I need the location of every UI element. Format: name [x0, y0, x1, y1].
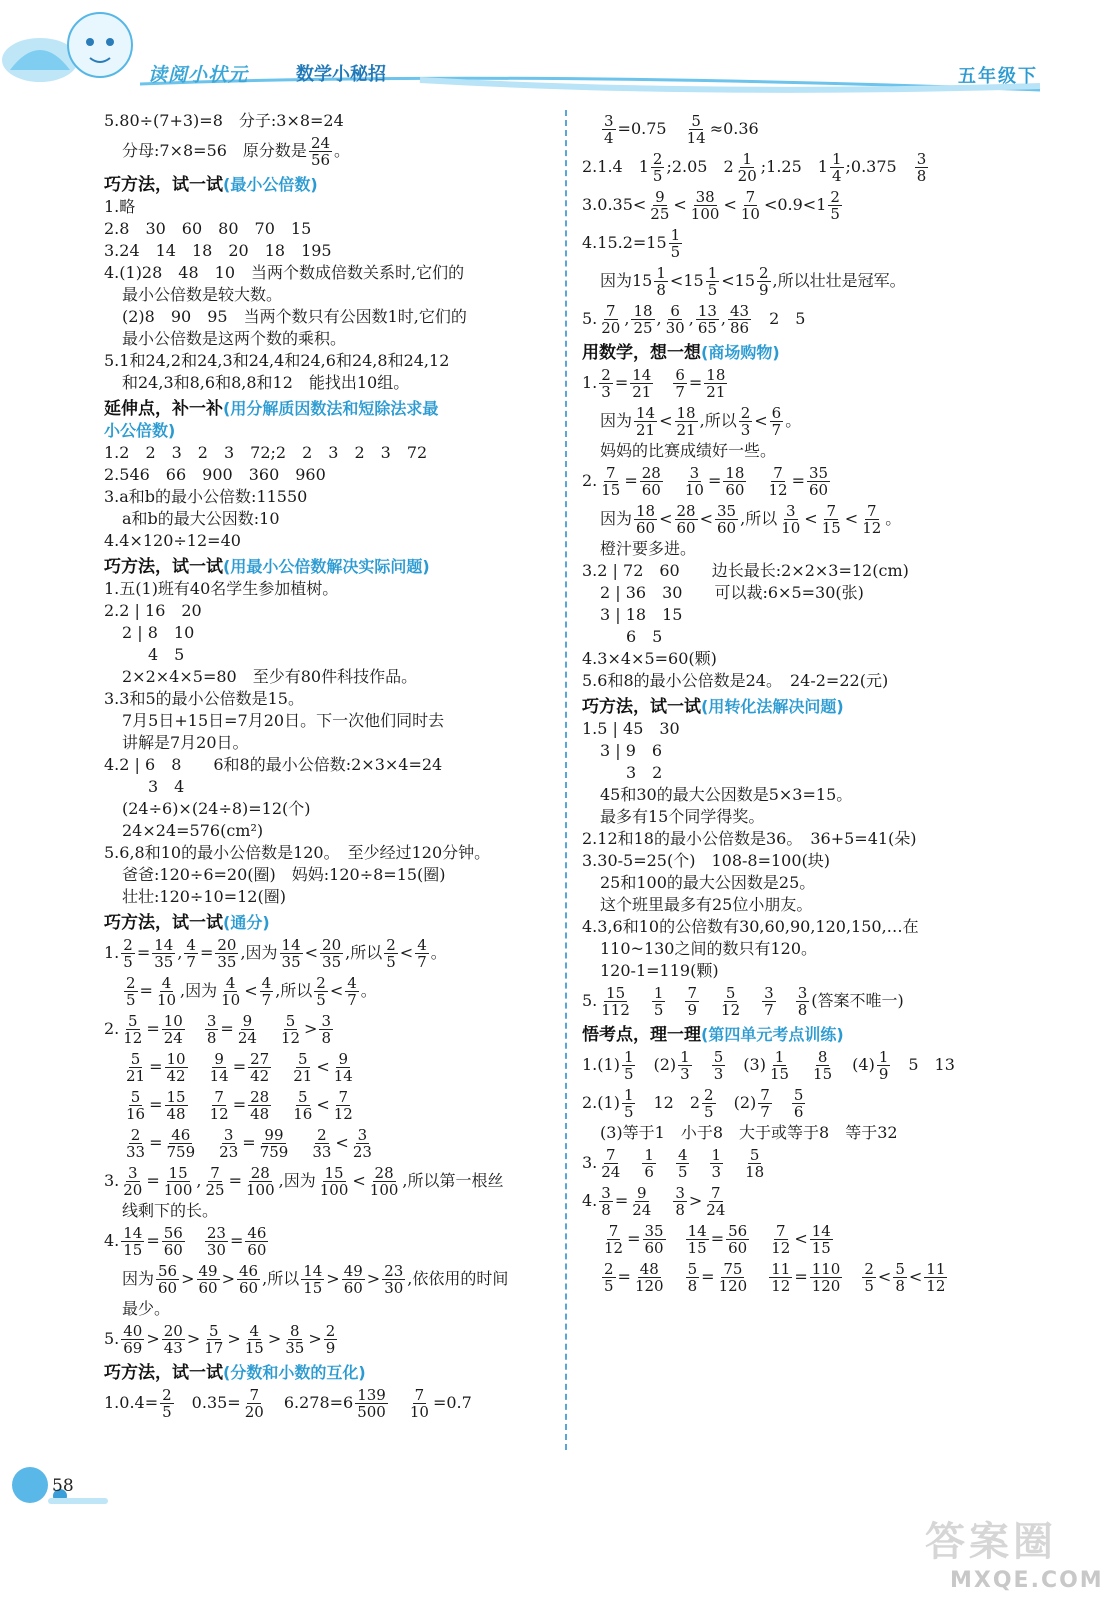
answer-line: 5. $\frac{15}{112}$ $\frac{1}{5}$ $\frac{7}{9}$ $\frac{5}{12}$ $\frac{3}{7}$ $\frac{3}{8}$ (答案不唯一): [582, 984, 904, 1019]
answer-line: 6 5: [626, 627, 663, 646]
answer-line: 因为 $\frac{56}{60}$ > $\frac{49}{60}$ > $\frac{46}{60}$ ,所以 $\frac{14}{15}$ > $\frac{49}{60}$ > $\frac{23}{30}$ ,依依用的时间: [122, 1262, 509, 1297]
answer-line: 4.(1)28 48 10 当两个数成倍数关系时,它们的: [104, 263, 465, 282]
answer-line: 2×2×4×5=80 至少有80件科技作品。: [122, 667, 418, 686]
answer-line: 5.6,8和10的最小公倍数是120。 至少经过120分钟。: [104, 843, 491, 862]
answer-line: 3.24 14 18 20 18 195: [104, 241, 332, 260]
answer-line: 110~130之间的数只有120。: [600, 939, 818, 958]
section-heading: 用数学，想一想(商场购物): [582, 343, 780, 363]
answer-line: 最小公倍数是这两个数的乘积。: [122, 329, 347, 348]
answer-line: $\frac{7}{12}$ = $\frac{35}{60}$ $\frac{14}{15}$ = $\frac{56}{60}$ $\frac{7}{12}$ < $\frac{14}{15}$: [604, 1222, 831, 1257]
watermark-url: MXQE.COM: [950, 1568, 1104, 1593]
answer-line: 2. $\frac{5}{12}$ = $\frac{10}{24}$ $\frac{3}{8}$ = $\frac{9}{24}$ $\frac{5}{12}$ > $\frac{3}{8}$: [104, 1012, 331, 1047]
answer-line: 因为 $\frac{14}{21}$ < $\frac{18}{21}$ ,所以 $\frac{2}{3}$ < $\frac{6}{7}$ 。: [600, 404, 802, 439]
answer-line: 5.80÷(7+3)=8 分子:3×8=24: [104, 111, 344, 130]
answer-line: 1.五(1)班有40名学生参加植树。: [104, 579, 339, 598]
answer-line: 2.8 30 60 80 70 15: [104, 219, 312, 238]
answer-line: 3.a和b的最小公倍数:11550: [104, 487, 308, 506]
answer-line: 24×24=576(cm²): [122, 821, 264, 840]
answer-line: 4.3×4×5=60(颗): [582, 649, 717, 668]
answer-line: 爸爸:120÷6=20(圈) 妈妈:120÷8=15(圈): [122, 865, 446, 884]
answer-line: 2.546 66 900 360 960: [104, 465, 326, 484]
answer-line: 4. $\frac{14}{15}$ = $\frac{56}{60}$ $\frac{23}{30}$ = $\frac{46}{60}$: [104, 1224, 267, 1259]
answer-line: $\frac{3}{4}$ =0.75 $\frac{5}{14}$ ≈0.36: [604, 112, 759, 147]
answer-line: 4.2 | 6 8 6和8的最小公倍数:2×3×4=24: [104, 755, 443, 774]
answer-line: 和24,3和8,6和8,8和12 能找出10组。: [122, 373, 410, 392]
answer-line: 2.1.4 1 $\frac{2}{5}$ ;2.05 2 $\frac{1}{20}$ ;1.25 1 $\frac{1}{4}$ ;0.375 $\frac{3}{8}$: [582, 150, 927, 185]
answer-line: 4.15.2=15 $\frac{1}{5}$: [582, 226, 681, 261]
answer-line: 1.5 | 45 30: [582, 719, 680, 738]
answer-line: 3.3和5的最小公倍数是15。: [104, 689, 304, 708]
section-heading: 巧方法，试一试(最小公倍数): [104, 175, 318, 195]
series-title: 读阅小状元: [148, 64, 249, 86]
answer-line: 45和30的最大公因数是5×3=15。: [600, 785, 853, 804]
answer-line: 3. $\frac{3}{20}$ = $\frac{15}{100}$ , $\frac{7}{25}$ = $\frac{28}{100}$ ,因为 $\frac{15}{100}$ < $\frac{28}{100}$ ,所以第一根丝: [104, 1164, 504, 1199]
answer-line: 4 5: [148, 645, 185, 664]
answer-line: 2.2 | 16 20: [104, 601, 202, 620]
answer-line: 2 | 8 10: [122, 623, 195, 642]
watermark-logo: 答案圈: [925, 1519, 1057, 1565]
answer-line: 120-1=119(颗): [600, 961, 719, 980]
subject-title: 数学小秘招: [296, 64, 386, 85]
right-column: [582, 110, 1062, 1296]
answer-line: 4.3,6和10的公倍数有30,60,90,120,150,…在: [582, 917, 919, 936]
answer-line: 3 | 9 6: [600, 741, 663, 760]
answer-line: 讲解是7月20日。: [122, 733, 249, 752]
answer-line: 3.30-5=25(个) 108-8=100(块): [582, 851, 831, 870]
section-heading: 巧方法，试一试(通分): [104, 913, 270, 933]
answer-line: 7月5日+15日=7月20日。下一次他们同时去: [122, 711, 445, 730]
answer-line: 1.2 2 3 2 3 72;2 2 3 2 3 72: [104, 443, 428, 462]
answer-line: 1. $\frac{2}{5}$ = $\frac{14}{35}$ , $\frac{4}{7}$ = $\frac{20}{35}$ ,因为 $\frac{14}{35}$ < $\frac{20}{35}$ ,所以 $\frac{2}{5}$ < $\frac{4}{7}$ 。: [104, 936, 447, 971]
answer-line: 1.略: [104, 197, 136, 216]
answer-line: 因为 $\frac{18}{60}$ < $\frac{28}{60}$ < $\frac{35}{60}$ ,所以 $\frac{3}{10}$ < $\frac{7}{15}$ < $\frac{7}{12}$ 。: [600, 502, 902, 537]
answer-line: 3 | 18 15: [600, 605, 683, 624]
section-heading: 巧方法，试一试(用转化法解决问题): [582, 697, 844, 717]
page-header: [0, 0, 1110, 96]
answer-line: 壮壮:120÷10=12(圈): [122, 887, 286, 906]
answer-line: 分母:7×8=56 原分数是 $\frac{24}{56}$ 。: [122, 134, 351, 169]
answer-line: 最多有15个同学得奖。: [600, 807, 765, 826]
page-number: 58: [52, 1476, 74, 1496]
answer-line: (3)等于1 小于8 大于或等于8 等于32: [600, 1123, 898, 1142]
answer-line: 这个班里最多有25位小朋友。: [600, 895, 813, 914]
grade-label: 五年级下: [958, 66, 1038, 87]
answer-line: 妈妈的比赛成绩好一些。: [600, 441, 777, 460]
answer-line: 3. $\frac{7}{24}$ $\frac{1}{6}$ $\frac{4}{5}$ $\frac{1}{3}$ $\frac{5}{18}$: [582, 1146, 765, 1181]
answer-line: 5. $\frac{7}{20}$ , $\frac{18}{25}$ , $\frac{6}{30}$ , $\frac{13}{65}$ , $\frac{43}{86}$ 2 5: [582, 302, 806, 337]
left-column: [104, 110, 556, 1422]
answer-line: 线剩下的长。: [122, 1201, 219, 1220]
answer-line: 3 2: [626, 763, 663, 782]
column-divider: [565, 110, 567, 1450]
answer-line: $\frac{2}{5}$ = $\frac{48}{120}$ $\frac{5}{8}$ = $\frac{75}{120}$ $\frac{11}{12}$ = $\frac{110}{120}$ $\frac{2}{5}$ < $\frac{5}{8}$ < $\frac{11}{12}$: [604, 1260, 946, 1295]
section-heading: 巧方法，试一试(分数和小数的互化): [104, 1363, 366, 1383]
answer-line: 1. $\frac{2}{3}$ = $\frac{14}{21}$ $\frac{6}{7}$ = $\frac{18}{21}$: [582, 366, 726, 401]
answer-line: 2 | 36 30 可以裁:6×5=30(张): [600, 583, 864, 602]
answer-line: 25和100的最大公因数是25。: [600, 873, 816, 892]
answer-line: (2)8 90 95 当两个数只有公因数1时,它们的: [122, 307, 467, 326]
answer-line: 4.4×120÷12=40: [104, 531, 241, 550]
answer-line: 5.6和8的最小公倍数是24。 24-2=22(元): [582, 671, 889, 690]
answer-line: 2.(1) $\frac{1}{5}$ 12 2 $\frac{2}{5}$ (2) $\frac{7}{7}$ $\frac{5}{6}$: [582, 1086, 804, 1121]
answer-line: 4. $\frac{3}{8}$ = $\frac{9}{24}$ $\frac{3}{8}$ > $\frac{7}{24}$: [582, 1184, 726, 1219]
answer-line: (24÷6)×(24÷8)=12(个): [122, 799, 311, 818]
answer-line: 1.(1) $\frac{1}{5}$ (2) $\frac{1}{3}$ $\frac{5}{3}$ (3) $\frac{1}{15}$ $\frac{8}{15}$ (4) $\frac{1}{9}$ 5 13: [582, 1048, 955, 1083]
answer-line: 因为15 $\frac{1}{8}$ <15 $\frac{1}{5}$ <15 $\frac{2}{9}$ ,所以壮壮是冠军。: [600, 264, 906, 299]
answer-line: $\frac{2}{5}$ = $\frac{4}{10}$ ,因为 $\frac{4}{10}$ < $\frac{4}{7}$ ,所以 $\frac{2}{5}$ < $\frac{4}{7}$ 。: [126, 974, 377, 1009]
section-heading: 悟考点，理一理(第四单元考点训练): [582, 1025, 844, 1045]
answer-line: $\frac{5}{21}$ = $\frac{10}{42}$ $\frac{9}{14}$ = $\frac{27}{42}$ $\frac{5}{21}$ < $\frac{9}{14}$: [126, 1050, 353, 1085]
section-heading: 延伸点，补一补(用分解质因数法和短除法求最: [104, 399, 439, 419]
answer-line: 最小公倍数是较大数。: [122, 285, 283, 304]
section-heading: 巧方法，试一试(用最小公倍数解决实际问题): [104, 557, 430, 577]
answer-line: 3.0.35< $\frac{9}{25}$ < $\frac{38}{100}$ < $\frac{7}{10}$ <0.9<1 $\frac{2}{5}$: [582, 188, 840, 223]
section-heading-cont: 小公倍数): [104, 421, 176, 440]
answer-line: 3 4: [148, 777, 185, 796]
answer-line: 1.0.4= $\frac{2}{5}$ 0.35= $\frac{7}{20}$ 6.278=6 $\frac{139}{500}$ $\frac{7}{10}$ =0.7: [104, 1386, 472, 1421]
answer-line: $\frac{5}{16}$ = $\frac{15}{48}$ $\frac{7}{12}$ = $\frac{28}{48}$ $\frac{5}{16}$ < $\frac{7}{12}$: [126, 1088, 353, 1123]
answer-line: a和b的最大公因数:10: [122, 509, 280, 528]
answer-line: 5.1和24,2和24,3和24,4和24,6和24,8和24,12: [104, 351, 450, 370]
answer-line: 2.12和18的最小公倍数是36。 36+5=41(朵): [582, 829, 917, 848]
answer-line: 5. $\frac{40}{69}$ > $\frac{20}{43}$ > $\frac{5}{17}$ > $\frac{4}{15}$ > $\frac{8}{35}$ > $\frac{2}{9}$: [104, 1322, 336, 1357]
answer-line: 2. $\frac{7}{15}$ = $\frac{28}{60}$ $\frac{3}{10}$ = $\frac{18}{60}$ $\frac{7}{12}$ = $\frac{35}{60}$: [582, 464, 829, 499]
answer-line: 3.2 | 72 60 边长最长:2×2×3=12(cm): [582, 561, 909, 580]
answer-line: 最少。: [122, 1299, 171, 1318]
answer-line: 橙汁要多进。: [600, 539, 697, 558]
answer-line: $\frac{2}{33}$ = $\frac{46}{759}$ $\frac{3}{23}$ = $\frac{99}{759}$ $\frac{2}{33}$ < $\frac{3}{23}$: [126, 1126, 372, 1161]
